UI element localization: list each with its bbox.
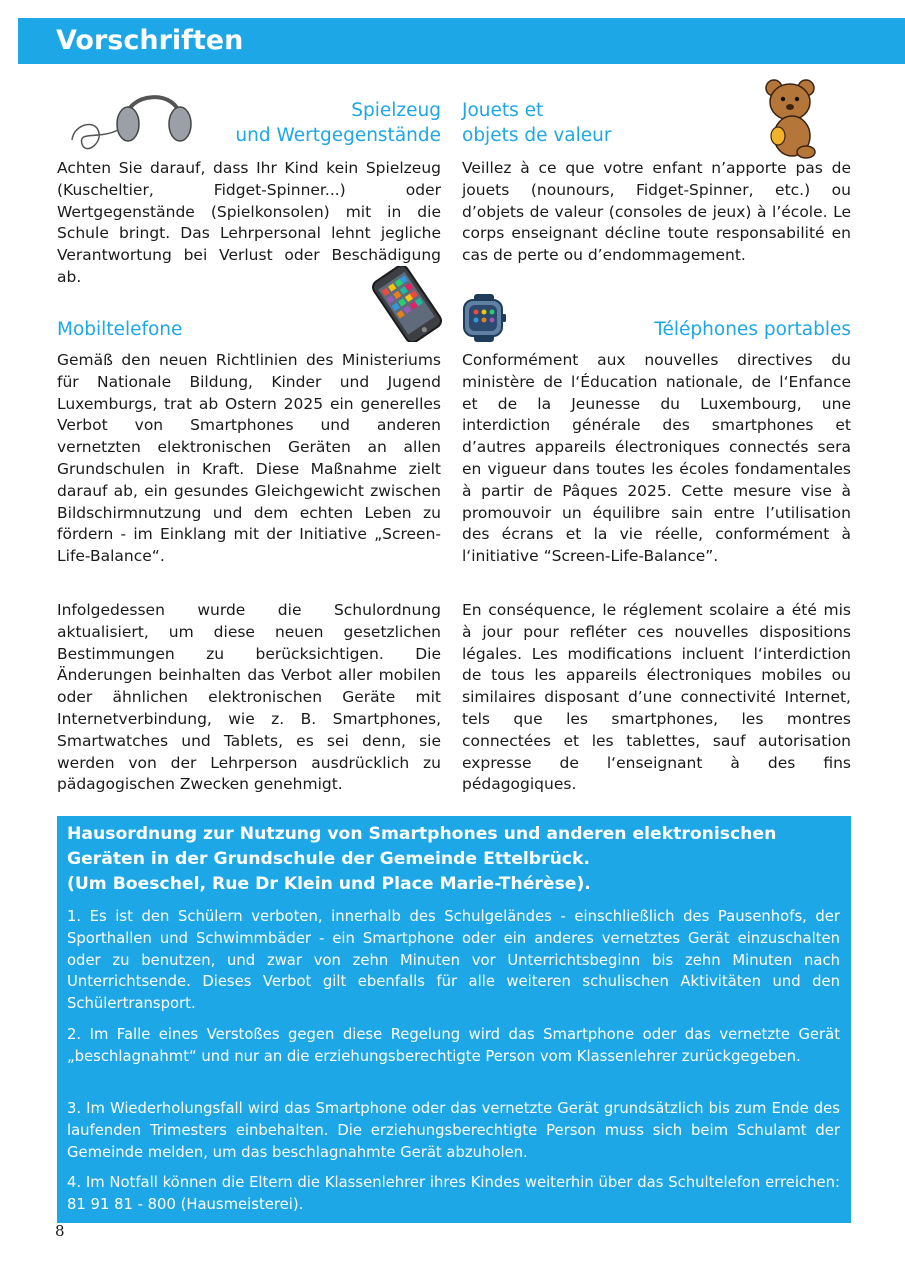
house-rules-title-line2: Geräten in der Grundschule der Gemeinde Ettelbrück. xyxy=(67,849,590,869)
toys-body-de: Achten Sie darauf, dass Ihr Kind kein Spielzeug (Kuscheltier, Fidget-Spinner...) oder Wertgegenstände (Spielkonsolen) mit in die Schule bringt. Das Lehrpersonal lehnt jegliche Verantwortung bei Verlust oder Beschädigung ab. xyxy=(57,159,441,286)
toys-title-de-line1: Spielzeug xyxy=(351,100,441,121)
phones-body2-fr: En conséquence, le réglement scolaire a été mis à jour pour refléter ces nouvelles dispositions légales. Les modifications incluent l‘interdiction de tous les appareils électroniques mobiles ou similaires disposant d’une connectivité Internet, tels que les smartphones, les montres connectées et les tablettes, sauf autorisation expresse de l‘enseignant à des fins pédagogiques. xyxy=(462,601,851,794)
house-rules-box xyxy=(57,816,851,1223)
phones-title-fr: Téléphones portables xyxy=(654,319,851,340)
toys-title-de xyxy=(57,98,441,148)
house-rules-title xyxy=(67,822,847,897)
smartphone-icon xyxy=(365,266,449,342)
smartwatch-icon xyxy=(460,294,510,342)
toys-title-fr-line1: Jouets et xyxy=(462,100,544,121)
phones-body1-de: Gemäß den neuen Richtlinien des Ministeriums für Nationale Bildung, Kinder und Jugend Luxemburgs, trat ab Ostern 2025 ein generelles Verbot von Smartphones und anderen vernetzten elektronischen Geräten an allen Grundschulen in Kraft. Diese Maßnahme zielt darauf ab, ein gesundes Gleichgewicht zwischen Bildschirmnutzung und dem echten Leben zu fördern - im Einklang mit der Initiative „Screen-Life-Balance“. xyxy=(57,351,441,566)
phones-body1-fr: Conformément aux nouvelles directives du ministère de l‘Éducation nationale, de l‘Enfance et de la Jeunesse du Luxembourg, une interdiction générale des smartphones et d’autres appareils électroniques connectés sera en vigueur dans toutes les écoles fondamentales à partir de Pâques 2025. Cette mesure vise à promouvoir un équilibre sain entre l’utilisation des écrans et la vie réelle, conformément à l‘initiative “Screen-Life-Balance”. xyxy=(462,351,851,566)
teddy-bear-icon xyxy=(760,74,820,160)
phones-body2-de: Infolgedessen wurde die Schulordnung aktualisiert, um diese neuen gesetzlichen Bestimmungen zu berücksichtigen. Die Änderungen beinhalten das Verbot aller mobilen oder ähnlichen elektronischen Geräte mit Internetverbindung, wie z. B. Smartphones, Smartwatches und Tablets, es sei denn, sie werden von der Lehrperson ausdrücklich zu pädagogischen Zwecken genehmigt. xyxy=(57,601,441,794)
toys-body-fr: Veillez à ce que votre enfant n’apporte pas de jouets (nounours, Fidget-Spinner, etc.) ou d’objets de valeur (consoles de jeux) à l’école. Le corps enseignant décline toute responsabilité en cas de perte ou d’endommagement. xyxy=(462,159,851,265)
toys-title-fr-line2: objets de valeur xyxy=(462,125,612,146)
toys-title-de-line2: und Wertgegenstände xyxy=(235,125,441,146)
page-number: 8 xyxy=(55,1222,65,1240)
toys-title-fr xyxy=(462,98,762,148)
page-title: Vorschriften xyxy=(56,25,244,56)
house-rule-2: 2. Im Falle eines Verstoßes gegen diese Regelung wird das Smartphone oder das vernetzte Gerät „beschlagnahmt“ und nur an die erziehungsberechtigte Person vom Klassenlehrer zurückgegeben. xyxy=(67,1026,840,1065)
house-rules-title-line3: (Um Boeschel, Rue Dr Klein und Place Marie-Thérèse). xyxy=(67,874,591,894)
header-bar xyxy=(18,18,905,64)
house-rule-3: 3. Im Wiederholungsfall wird das Smartphone oder das vernetzte Gerät grundsätzlich bis zum Ende des laufenden Trimesters einbehalten. Die erziehungsberechtigte Person muss sich beim Schulamt der Gemeinde melden, um das beschlagnahmte Gerät abzuholen. xyxy=(67,1100,840,1161)
house-rule-4: 4. Im Notfall können die Eltern die Klassenlehrer ihres Kindes weiterhin über das Schultelefon erreichen: 81 91 81 - 800 (Hausmeisterei). xyxy=(67,1174,840,1213)
house-rules-title-line1: Hausordnung zur Nutzung von Smartphones und anderen elektronischen xyxy=(67,824,777,844)
house-rule-1: 1. Es ist den Schülern verboten, innerhalb des Schulgeländes - einschließlich des Pausenhofs, der Sporthallen und Schwimmbäder - ein Smartphone oder ein anderes vernetztes Gerät einzuschalten oder zu benutzen, und zwar von zehn Minuten vor Unterrichtsbeginn bis zehn Minuten nach Unterrichtsende. Dieses Verbot gilt ebenfalls für alle weiteren schulischen Aktivitäten und den Schülertransport. xyxy=(67,908,840,1013)
phones-title-de: Mobiltelefone xyxy=(57,319,183,340)
